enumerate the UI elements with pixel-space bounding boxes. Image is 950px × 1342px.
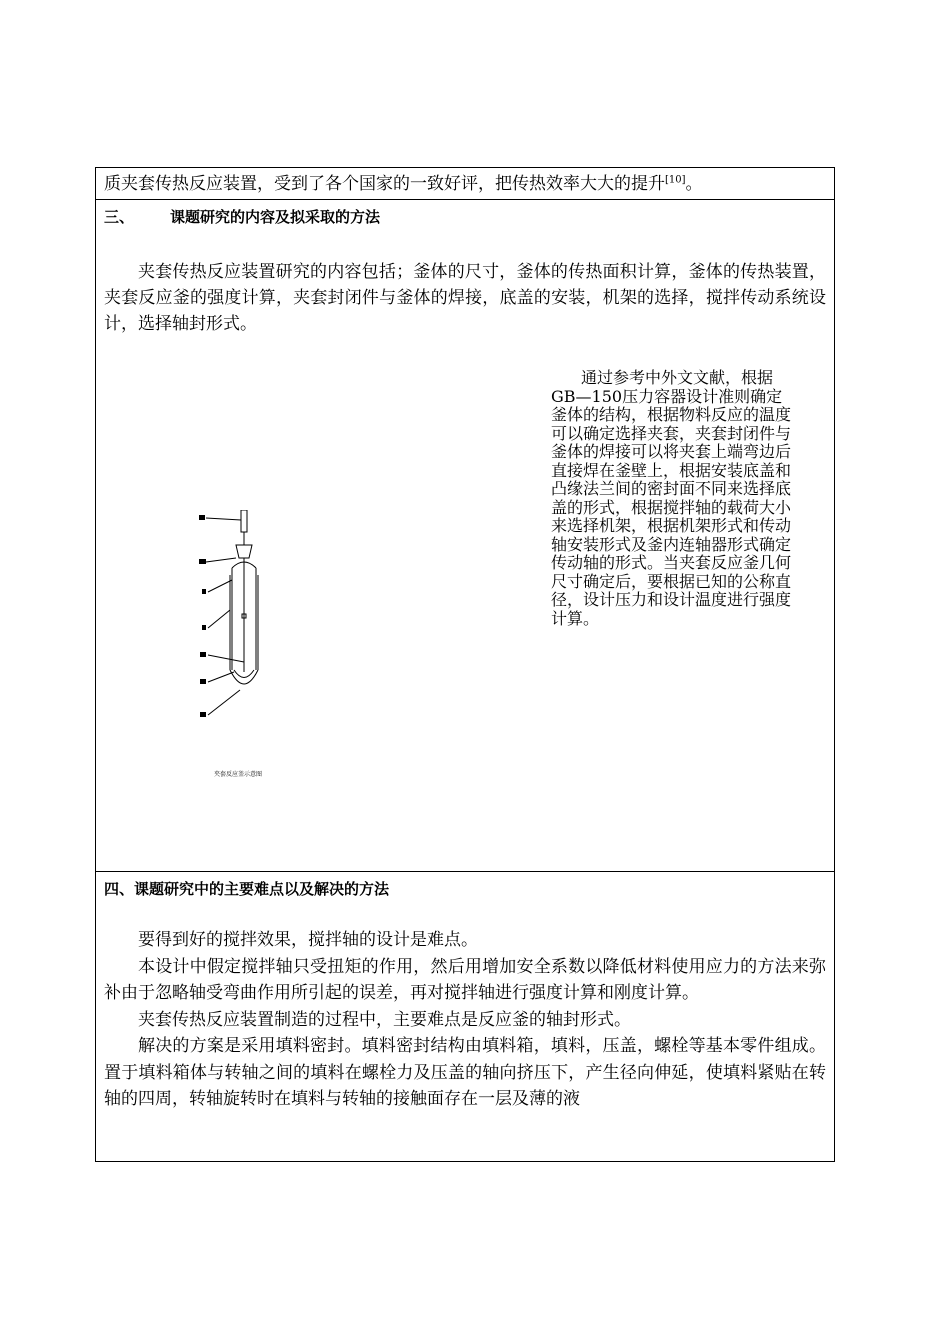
continuation-end: 。 xyxy=(685,174,703,194)
document-table xyxy=(95,167,835,1162)
callout-label xyxy=(199,559,206,564)
drive-frame xyxy=(236,545,252,558)
figure-caption: 夹套反应釜示意图 xyxy=(213,771,263,778)
section-4-paragraph: 要得到好的搅拌效果，搅拌轴的设计是难点。 xyxy=(138,930,478,950)
drive-motor xyxy=(241,510,247,532)
section-3-heading xyxy=(96,200,834,227)
continuation-paragraph xyxy=(96,168,834,197)
callout-label xyxy=(200,679,206,684)
section-4-paragraph: 本设计中假定搅拌轴只受扭矩的作用，然后用增加安全系数以降低材料使用应力的方法来弥补由于忽略轴受弯曲作用所引起的误差，再对搅拌轴进行强度计算和刚度计算。 xyxy=(104,956,826,1003)
leader-line xyxy=(208,610,230,628)
callout-label xyxy=(202,625,206,630)
callout-label xyxy=(200,712,206,717)
section-3-paragraph: 夹套传热反应装置研究的内容包括；釜体的尺寸，釜体的传热面积计算，釜体的传热装置，夹套反应釜的强度计算，夹套封闭件与釜体的焊接，底盖的安装，机架的选择，搅拌传动系统设计，选择轴封形式。 xyxy=(104,262,826,334)
section-4-heading: 四、课题研究中的主要难点以及解决的方法 xyxy=(104,880,390,898)
section-3-side-text xyxy=(551,369,791,628)
callout-label xyxy=(202,589,206,594)
continuation-text: 质夹套传热反应装置，受到了各个国家的一致好评，把传热效率大大的提升 xyxy=(104,174,665,194)
table-row-section-3 xyxy=(96,200,834,872)
leader-line xyxy=(208,672,234,682)
leader-line xyxy=(208,655,244,662)
leader-line xyxy=(208,690,240,715)
section-3-title: 课题研究的内容及拟采取的方法 xyxy=(170,208,381,226)
table-row-continuation xyxy=(96,168,834,200)
section-4-paragraph: 解决的方案是采用填料密封。填料密封结构由填料箱，填料，压盖，螺栓等基本零件组成。置于填料箱体与转轴之间的填料在螺栓力及压盖的轴向挤压下，产生径向伸延，使填料紧贴在转轴的四周，转轴旋转时在填料与转轴的接触面存在一层及薄的液 xyxy=(104,1036,826,1109)
leader-line xyxy=(206,518,241,520)
table-row-section-4 xyxy=(96,872,834,1161)
callout-label xyxy=(199,515,205,520)
leader-line xyxy=(206,558,236,562)
side-text-content: 通过参考中外文文献，根据GB—150压力容器设计准则确定釜体的结构，根据物料反应的温度可以确定选择夹套，夹套封闭件与釜体的焊接可以将夹套上端弯边后直接焊在釜壁上，根据安装底盖和凸缘法兰间的密封面不同来选择底盖的形式，根据搅拌轴的载荷大小来选择机架，根据机架形式和传动轴安装形式及釜内连轴器形式确定传动轴的形式。当夹套反应釜几何尺寸确定后，要根据已知的公称直径，设计压力和设计温度进行强度计算。 xyxy=(551,368,792,628)
callout-label xyxy=(200,652,206,657)
citation-mark: [10] xyxy=(665,174,686,186)
section-3-number: 三、 xyxy=(104,208,135,226)
reactor-diagram xyxy=(196,510,276,790)
leader-line xyxy=(208,580,232,592)
section-4-paragraph: 夹套传热反应装置制造的过程中，主要难点是反应釜的轴封形式。 xyxy=(138,1009,631,1030)
